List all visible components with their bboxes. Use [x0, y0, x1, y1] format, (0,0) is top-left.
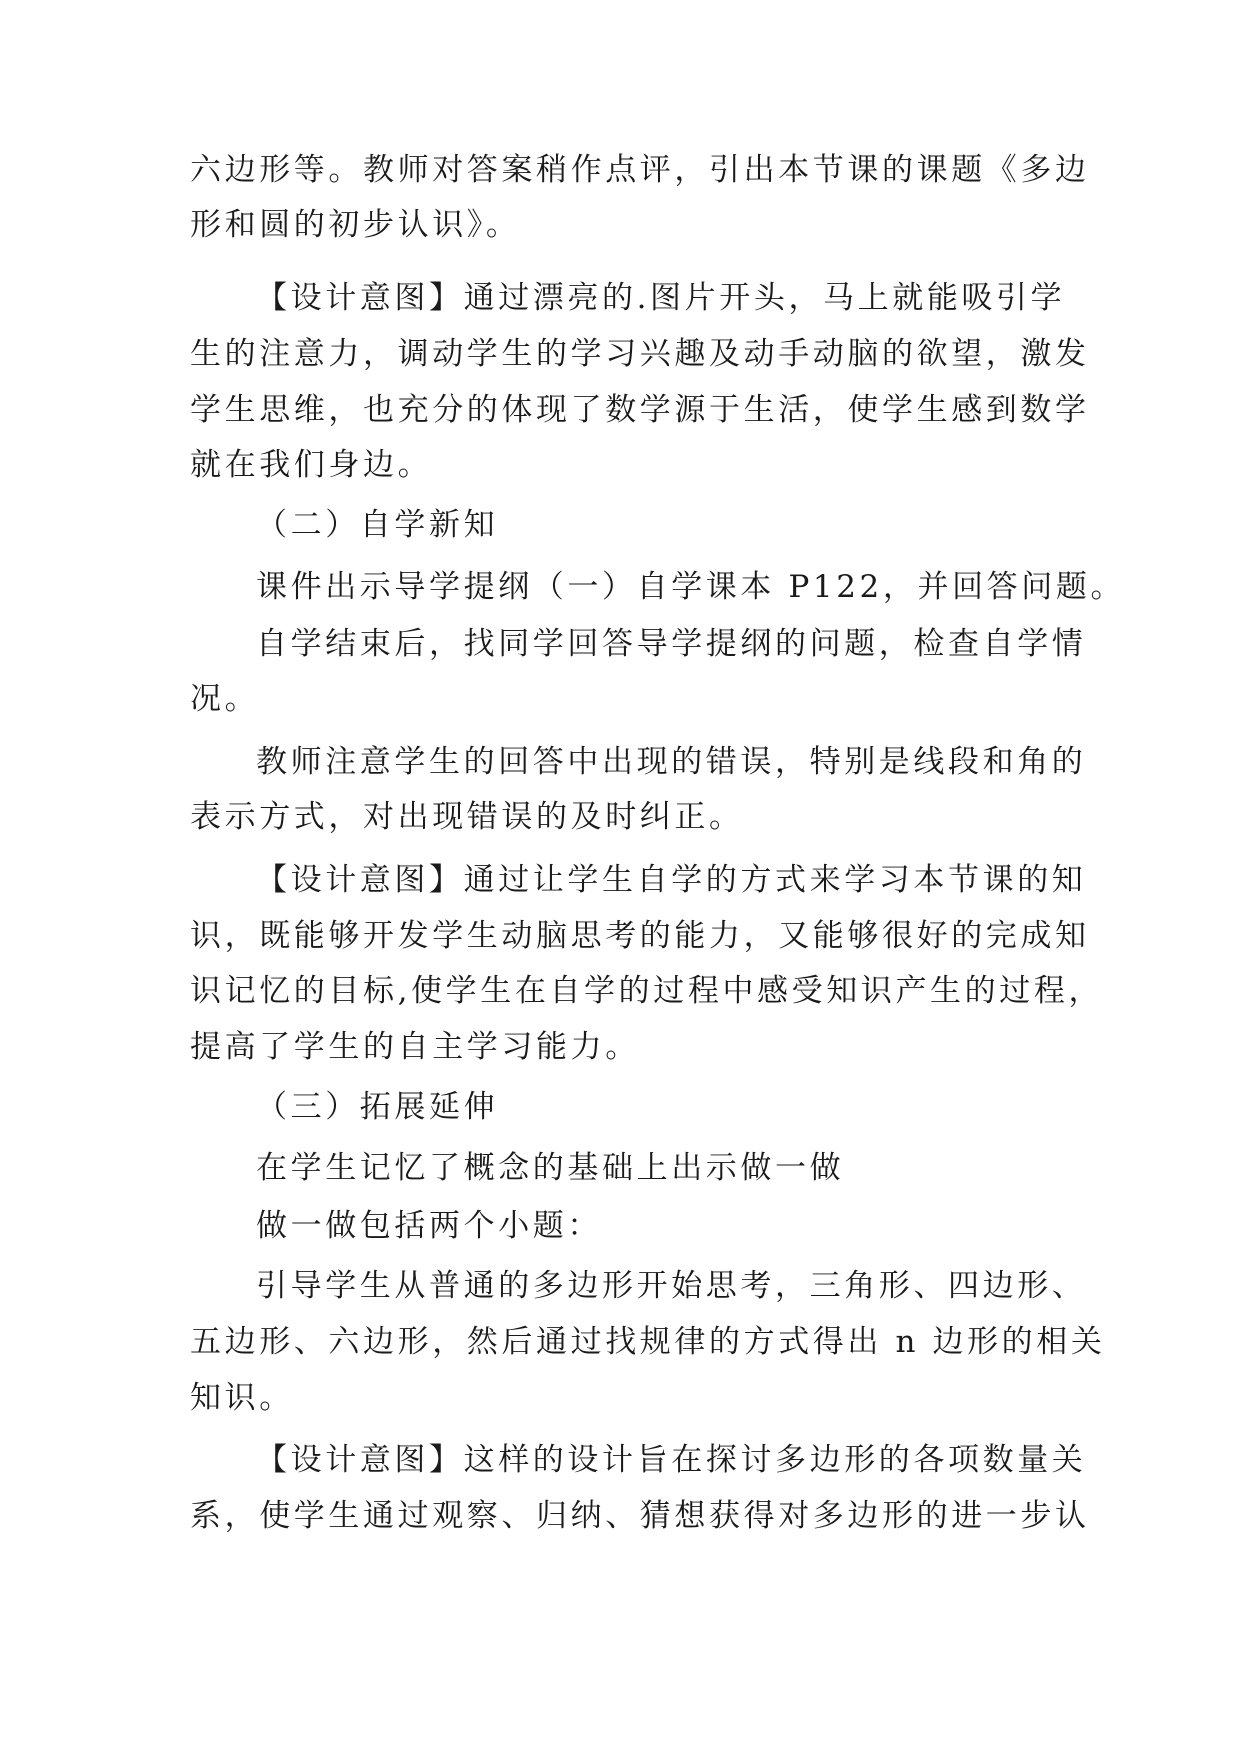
- paragraph-line: 学生思维，也充分的体现了数学源于生活，使学生感到数学: [190, 392, 1090, 428]
- paragraph-line: 教师注意学生的回答中出现的错误，特别是线段和角的: [256, 744, 1087, 780]
- paragraph-line: 况。: [190, 681, 260, 717]
- section-heading: （二）自学新知: [256, 507, 499, 543]
- paragraph-line: 就在我们身边。: [190, 447, 433, 483]
- paragraph-line: 在学生记忆了概念的基础上出示做一做: [256, 1150, 845, 1186]
- paragraph-line: 识，既能够开发学生动脑思考的能力，又能够很好的完成知: [190, 918, 1090, 954]
- design-intent-line: 【设计意图】通过漂亮的.图片开头，马上就能吸引学: [256, 280, 1066, 316]
- design-intent-line: 【设计意图】这样的设计旨在探讨多边形的各项数量关: [256, 1442, 1087, 1478]
- paragraph-line: 六边形等。教师对答案稍作点评，引出本节课的课题《多边: [190, 152, 1090, 188]
- design-intent-line: 【设计意图】通过让学生自学的方式来学习本节课的知: [256, 862, 1087, 898]
- paragraph-line: 五边形、六边形，然后通过找规律的方式得出 n 边形的相关: [190, 1324, 1106, 1360]
- paragraph-line: 识记忆的目标,使学生在自学的过程中感受知识产生的过程，: [190, 973, 1104, 1009]
- paragraph-line: 形和圆的初步认识》。: [190, 207, 521, 243]
- paragraph-line: 课件出示导学提纲（一）自学课本 P122，并回答问题。: [256, 569, 1126, 605]
- paragraph-line: 自学结束后，找同学回答导学提纲的问题，检查自学情: [256, 626, 1087, 662]
- paragraph-line: 系，使学生通过观察、归纳、猜想获得对多边形的进一步认: [190, 1498, 1090, 1534]
- paragraph-line: 引导学生从普通的多边形开始思考，三角形、四边形、: [256, 1268, 1087, 1304]
- paragraph-line: 知识。: [190, 1380, 294, 1416]
- section-heading: （三）拓展延伸: [256, 1089, 499, 1125]
- paragraph-line: 表示方式，对出现错误的及时纠正。: [190, 799, 744, 835]
- paragraph-line: 做一做包括两个小题：: [256, 1208, 602, 1244]
- paragraph-line: 生的注意力，调动学生的学习兴趣及动手动脑的欲望，激发: [190, 336, 1090, 372]
- paragraph-line: 提高了学生的自主学习能力。: [190, 1029, 640, 1065]
